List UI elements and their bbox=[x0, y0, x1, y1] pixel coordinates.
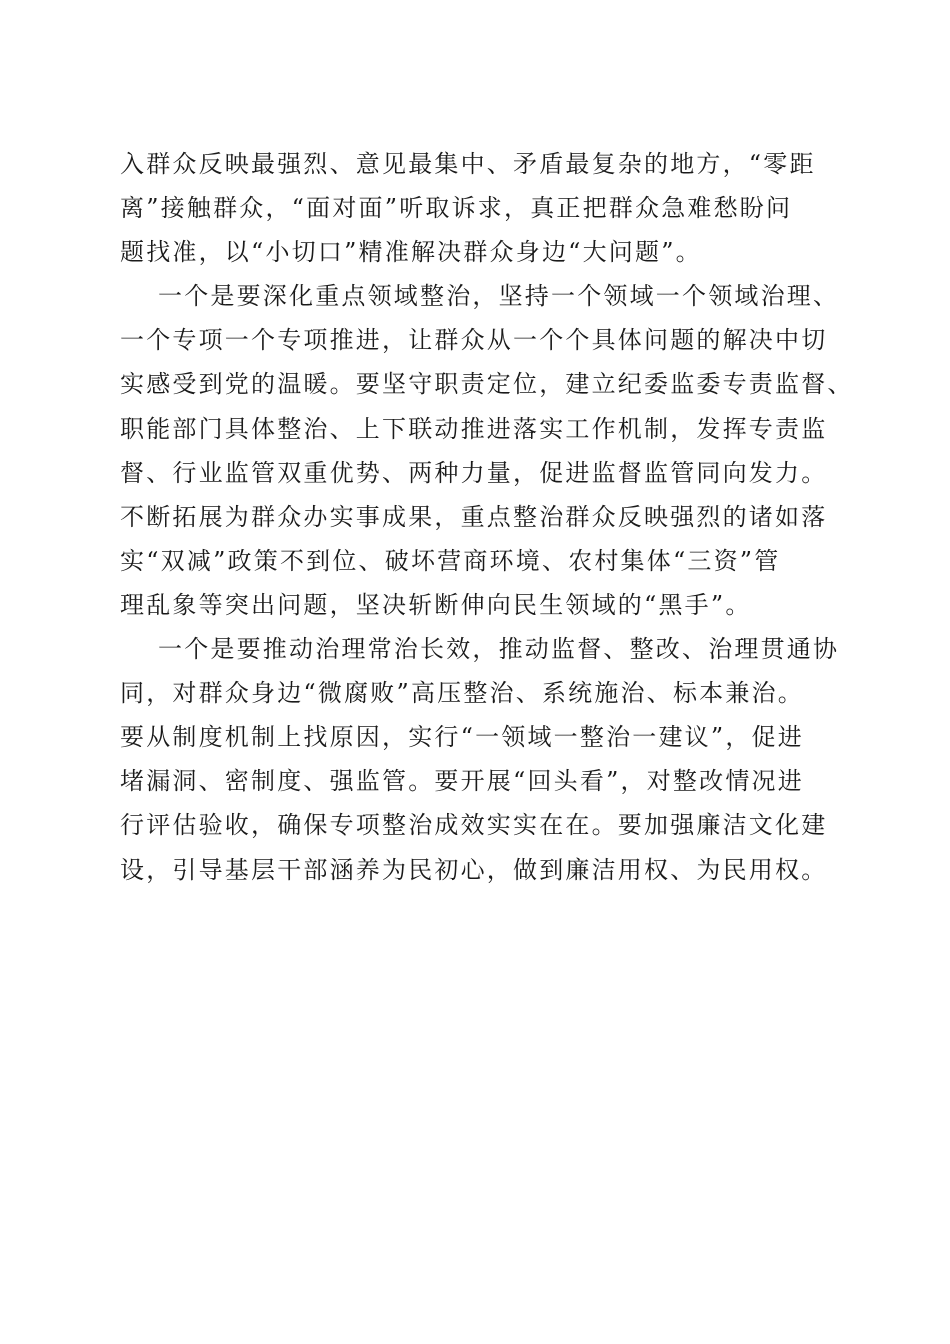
text-line: 离”接触群众，“面对面”听取诉求，真正把群众急难愁盼问 bbox=[120, 194, 793, 223]
text-line: 督、行业监管双重优势、两种力量，促进监督监管同向发力。 bbox=[120, 458, 828, 487]
text-line: 一个专项一个专项推进，让群众从一个个具体问题的解决中切 bbox=[120, 326, 828, 355]
paragraph-2 bbox=[120, 274, 854, 627]
text-line: 一个是要推动治理常治长效，推动监督、整改、治理贯通协 bbox=[158, 635, 840, 664]
text-line: 堵漏洞、密制度、强监管。要开展“回头看”，对整改情况进 bbox=[120, 767, 804, 796]
text-line: 理乱象等突出问题，坚决斩断伸向民生领域的“黑手”。 bbox=[120, 590, 752, 619]
text-line: 同，对群众身边“微腐败”高压整治、系统施治、标本兼治。 bbox=[120, 679, 804, 708]
text-line: 题找准，以“小切口”精准解决群众身边“大问题”。 bbox=[120, 238, 702, 267]
text-line: 不断拓展为群众办实事成果，重点整治群众反映强烈的诸如落 bbox=[120, 502, 828, 531]
text-line: 职能部门具体整治、上下联动推进落实工作机制，发挥专责监 bbox=[120, 414, 828, 443]
text-line: 设，引导基层干部涵养为民初心，做到廉洁用权、为民用权。 bbox=[120, 855, 828, 884]
paragraph-1 bbox=[120, 142, 840, 274]
paragraph-3 bbox=[120, 627, 840, 892]
text-line: 实感受到党的温暖。要坚守职责定位，建立纪委监委专责监督、 bbox=[120, 370, 854, 399]
document-body bbox=[120, 142, 854, 892]
text-line: 实“双减”政策不到位、破坏营商环境、农村集体“三资”管 bbox=[120, 546, 781, 575]
text-line: 入群众反映最强烈、意见最集中、矛盾最复杂的地方，“零距 bbox=[120, 150, 816, 178]
text-line: 要从制度机制上找原因，实行“一领域一整治一建议”，促进 bbox=[120, 723, 804, 752]
text-line: 行评估验收，确保专项整治成效实实在在。要加强廉洁文化建 bbox=[120, 811, 828, 840]
text-line: 一个是要深化重点领域整治，坚持一个领域一个领域治理、 bbox=[158, 282, 840, 311]
